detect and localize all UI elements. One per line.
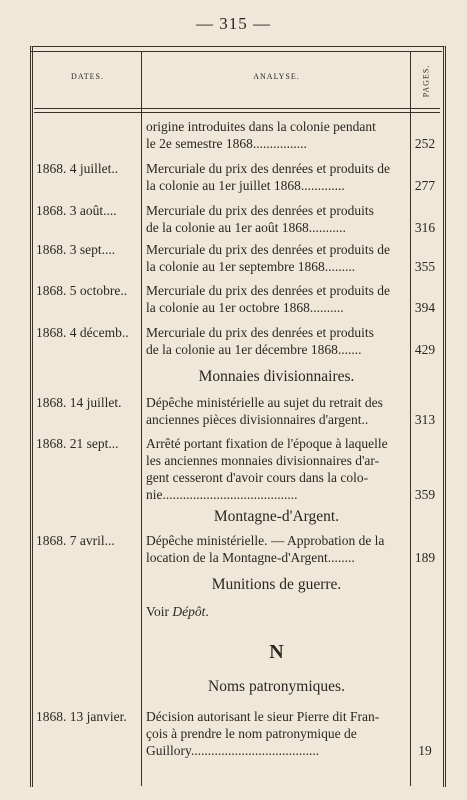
entry-line: gent cesseront d'avoir cours dans la colo- — [146, 470, 369, 485]
entry-text — [146, 435, 410, 503]
entry-date: 1868. 13 janvier. — [36, 709, 127, 724]
entry-line: Mercuriale du prix des denrées et produits de — [146, 242, 391, 257]
entry-line: Guillory...................................... — [146, 743, 320, 758]
entry-line: la colonie au 1er septembre 1868......... — [146, 259, 356, 274]
entry-line: Mercuriale du prix des denrées et produits — [146, 203, 374, 218]
entry-date: 1868. 14 juillet. — [36, 395, 122, 410]
entry-line: Dépêche ministérielle. — Approbation de la — [146, 533, 385, 548]
entry-line: Dépêche ministérielle au sujet du retrait des — [146, 395, 383, 410]
entry-page: 277 — [414, 178, 436, 193]
entry-page: 252 — [414, 136, 436, 151]
see-also-suffix: . — [205, 604, 209, 619]
entry-text — [146, 160, 410, 194]
section-letter: N — [269, 641, 284, 663]
entry-line: location de la Montagne-d'Argent........ — [146, 550, 355, 565]
entry-text — [146, 202, 410, 236]
column-header-pages-cell — [413, 56, 439, 106]
entry-line: anciennes pièces divisionnaires d'argent.. — [146, 412, 369, 427]
entry-page: 394 — [414, 300, 436, 315]
entry-text — [146, 282, 410, 316]
see-also-link[interactable]: Dépôt — [172, 604, 206, 619]
entry-date: 1868. 3 sept.... — [36, 242, 116, 257]
entry-line: origine introduites dans la colonie pendant — [146, 119, 376, 134]
entry-line: Mercuriale du prix des denrées et produits — [146, 325, 374, 340]
table-top-rule — [30, 51, 442, 52]
entry-line: Arrêté portant fixation de l'époque à laquelle — [146, 436, 388, 451]
entry-line: la colonie au 1er juillet 1868............. — [146, 178, 345, 193]
column-header-analyse: ANALYSE. — [253, 72, 300, 81]
entry-date: 1868. 3 août.... — [36, 203, 117, 218]
entry-page: 189 — [414, 550, 436, 565]
entry-page: 359 — [414, 487, 436, 502]
entry-line: Mercuriale du prix des denrées et produits de — [146, 283, 391, 298]
entry-text — [146, 241, 410, 275]
column-header-pages: PAGES. — [421, 64, 431, 98]
entry-text — [146, 708, 410, 759]
header-rule — [34, 108, 440, 109]
header-rule-double — [34, 112, 440, 113]
entry-line: nie........................................ — [146, 487, 298, 502]
section-heading-montagne: Montagne-d'Argent. — [213, 508, 340, 525]
entry-text — [146, 324, 410, 358]
entry-line: Mercuriale du prix des denrées et produits de — [146, 161, 391, 176]
entry-page: 429 — [414, 342, 436, 357]
section-heading-monnaies: Monnaies divisionnaires. — [198, 368, 355, 385]
entry-date: 1868. 7 avril... — [36, 533, 115, 548]
section-heading-noms: Noms patronymiques. — [208, 678, 345, 695]
column-header-dates: DATES. — [71, 72, 104, 81]
entry-line: çois à prendre le nom patronymique de — [146, 726, 357, 741]
dates-column-rule — [141, 51, 142, 786]
entry-date: 1868. 5 octobre.. — [36, 283, 128, 298]
entry-text — [146, 394, 410, 428]
entry-page: 19 — [418, 743, 432, 758]
entry-date: 1868. 4 juillet.. — [36, 161, 119, 176]
entry-line: de la colonie au 1er août 1868........... — [146, 220, 346, 235]
entry-line: Décision autorisant le sieur Pierre dit Fran- — [146, 709, 380, 724]
entry-date: 1868. 4 décemb.. — [36, 325, 129, 340]
entry-page: 355 — [414, 259, 436, 274]
entry-date: 1868. 21 sept... — [36, 436, 119, 451]
entry-line: de la colonie au 1er décembre 1868....... — [146, 342, 362, 357]
see-also — [146, 604, 209, 620]
entry-line: les anciennes monnaies divisionnaires d'ar- — [146, 453, 380, 468]
page-number: — 315 — — [196, 14, 271, 33]
entry-line: le 2e semestre 1868................ — [146, 136, 307, 151]
entry-line: la colonie au 1er octobre 1868.......... — [146, 300, 344, 315]
section-heading-munitions: Munitions de guerre. — [211, 576, 342, 593]
see-also-prefix: Voir — [146, 604, 173, 619]
entry-page: 313 — [414, 412, 436, 427]
entry-page: 316 — [414, 220, 436, 235]
entry-text — [146, 118, 410, 152]
entry-text — [146, 532, 410, 566]
